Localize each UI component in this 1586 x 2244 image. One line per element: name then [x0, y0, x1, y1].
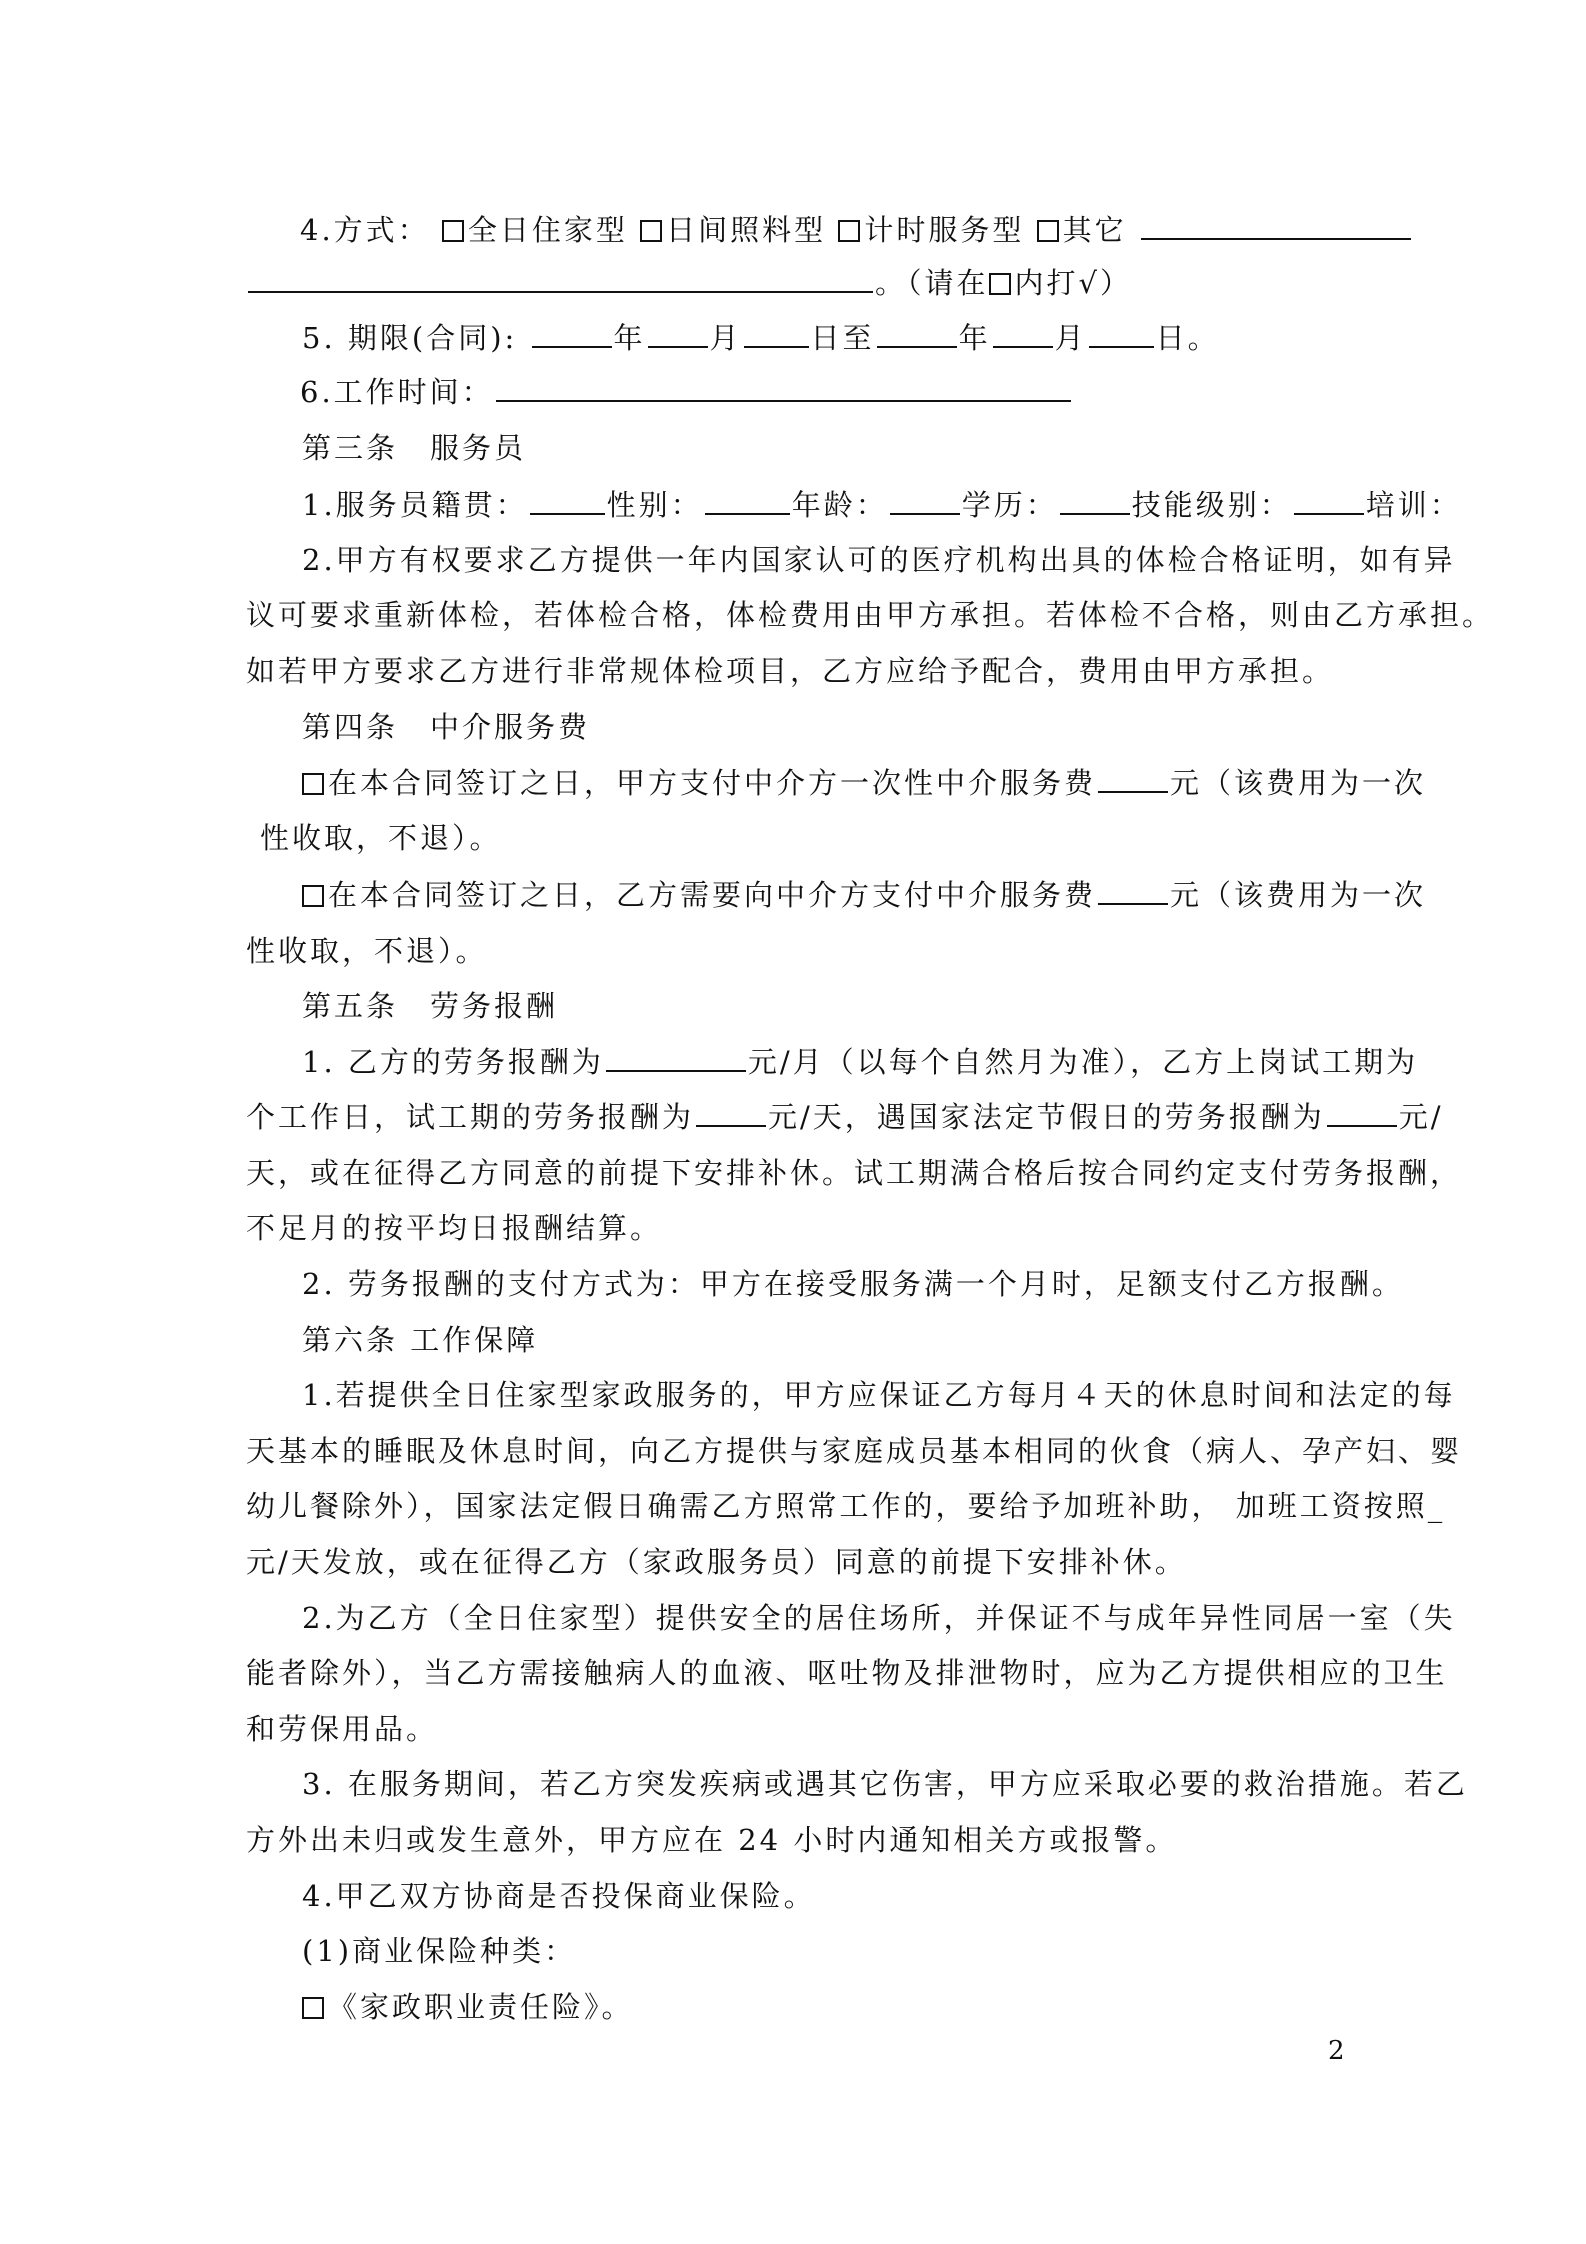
holiday-pay-blank[interactable]: [1327, 1097, 1397, 1127]
paragraph-line: 和劳保用品。: [246, 1712, 439, 1746]
end-day-blank[interactable]: [1089, 318, 1154, 348]
paragraph-line: 性收取，不退）。: [246, 934, 488, 968]
work-time-line: [300, 372, 1073, 412]
paragraph-text: 元/: [1398, 1100, 1444, 1134]
staff-info-line: [302, 485, 1462, 525]
fee-option-2-text-b: 元（该费用为一次: [1170, 878, 1427, 912]
checkbox-party-b-fee[interactable]: [302, 885, 324, 907]
paragraph-line: 2. 劳务报酬的支付方式为：甲方在接受服务满一个月时，足额支付乙方报酬。: [302, 1267, 1404, 1301]
option-other: 其它: [1062, 213, 1127, 247]
article-4-title: 第四条 中介服务费: [302, 710, 591, 744]
paragraph-line: 天基本的睡眠及休息时间，向乙方提供与家庭成员基本相同的伙食（病人、孕产妇、婴: [246, 1434, 1463, 1468]
end-year-blank[interactable]: [877, 318, 957, 348]
option-hourly: 计时服务型: [864, 213, 1025, 247]
fee-option-1-text: 在本合同签订之日，甲方支付中介方一次性中介服务费: [328, 766, 1097, 800]
checkbox-sample-icon: [989, 273, 1011, 295]
service-mode-line-2: [246, 263, 1132, 303]
training-label: 培训：: [1365, 488, 1462, 522]
day-to-label: 日至: [810, 321, 875, 355]
remuneration-line-2: [246, 1097, 1444, 1137]
tick-note-a: 。（请在: [875, 266, 989, 300]
checkbox-live-in[interactable]: [442, 220, 464, 242]
month-label: 月: [709, 321, 742, 355]
other-blank[interactable]: [1141, 210, 1411, 240]
skill-level-blank[interactable]: [1294, 485, 1364, 515]
fee-option-1: [302, 763, 1426, 803]
paragraph-text: 元/月（以每个自然月为准），乙方上岗试工期为: [747, 1045, 1419, 1079]
age-blank[interactable]: [890, 485, 960, 515]
paragraph-text: 个工作日，试工期的劳务报酬为: [246, 1100, 695, 1134]
paragraph-line: 2.甲方有权要求乙方提供一年内国家认可的医疗机构出具的体检合格证明，如有异: [302, 543, 1456, 577]
monthly-pay-blank[interactable]: [606, 1042, 746, 1072]
paragraph-line: 能者除外），当乙方需接触病人的血液、呕吐物及排泄物时，应为乙方提供相应的卫生: [246, 1656, 1448, 1690]
paragraph-line: 议可要求重新体检，若体检合格，体检费用由甲方承担。若体检不合格，则由乙方承担。: [246, 598, 1495, 632]
period-label: 5. 期限(合同):: [302, 321, 518, 355]
fee-option-1-text-b: 元（该费用为一次: [1170, 766, 1427, 800]
end-month-blank[interactable]: [993, 318, 1053, 348]
gender-blank[interactable]: [705, 485, 790, 515]
gender-label: 性别：: [606, 488, 703, 522]
month-label: 月: [1054, 321, 1087, 355]
article-5-title: 第五条 劳务报酬: [302, 989, 559, 1023]
paragraph-text: 1. 乙方的劳务报酬为: [302, 1045, 604, 1079]
option-live-in: 全日住家型: [467, 213, 628, 247]
age-label: 年龄：: [791, 488, 888, 522]
paragraph-line: 如若甲方要求乙方进行非常规体检项目，乙方应给予配合，费用由甲方承担。: [246, 654, 1335, 688]
article-6-title: 第六条 工作保障: [302, 1323, 539, 1357]
start-year-blank[interactable]: [532, 318, 612, 348]
checkbox-other[interactable]: [1037, 220, 1059, 242]
fee-amount-a-blank[interactable]: [1098, 763, 1168, 793]
insurance-option-text: 《家政职业责任险》。: [328, 1990, 634, 2024]
checkbox-liability-insurance[interactable]: [302, 1997, 324, 2019]
paragraph-line: 方外出未归或发生意外，甲方应在 24 小时内通知相关方或报警。: [246, 1823, 1178, 1857]
native-place-label: 1.服务员籍贯：: [302, 488, 528, 522]
start-month-blank[interactable]: [648, 318, 708, 348]
page-number: 2: [1328, 2036, 1345, 2066]
paragraph-text: 元/天，遇国家法定节假日的劳务报酬为: [768, 1100, 1325, 1134]
paragraph-line: 元/天发放，或在征得乙方（家政服务员）同意的前提下安排补休。: [246, 1545, 1187, 1579]
checkbox-hourly[interactable]: [838, 220, 860, 242]
remuneration-line-1: [302, 1042, 1418, 1082]
skill-level-label: 技能级别：: [1131, 488, 1292, 522]
year-label: 年: [958, 321, 991, 355]
trial-pay-blank[interactable]: [696, 1097, 766, 1127]
option-daytime-care: 日间照料型: [666, 213, 827, 247]
contract-period-line: [302, 318, 1220, 358]
native-place-blank[interactable]: [530, 485, 605, 515]
paragraph-line: 天，或在征得乙方同意的前提下安排补休。试工期满合格后按合同约定支付劳务报酬，: [246, 1156, 1463, 1190]
start-day-blank[interactable]: [744, 318, 809, 348]
paragraph-line: 2.为乙方（全日住家型）提供安全的居住场所，并保证不与成年异性同居一室（失: [302, 1601, 1456, 1635]
tick-note-b: 内打√）: [1014, 266, 1132, 300]
other-detail-blank[interactable]: [248, 263, 873, 293]
paragraph-line: 4.甲乙双方协商是否投保商业保险。: [302, 1879, 816, 1913]
paragraph-line: 幼儿餐除外），国家法定假日确需乙方照常工作的，要给予加班补助， 加班工资按照_: [246, 1489, 1446, 1523]
work-time-blank[interactable]: [496, 372, 1071, 402]
paragraph-line: 不足月的按平均日报酬结算。: [246, 1211, 663, 1245]
service-mode-label: 4.方式：: [300, 213, 430, 247]
paragraph-line: (1)商业保险种类：: [302, 1934, 577, 1968]
day-label: 日。: [1155, 321, 1220, 355]
paragraph-line: 性收取，不退）。: [260, 821, 502, 855]
fee-option-2: [302, 875, 1426, 915]
paragraph-line: 3. 在服务期间，若乙方突发疾病或遇其它伤害，甲方应采取必要的救治措施。若乙: [302, 1767, 1468, 1801]
paragraph-line: 1.若提供全日住家型家政服务的，甲方应保证乙方每月４天的休息时间和法定的每: [302, 1378, 1456, 1412]
insurance-option: [302, 1987, 634, 2027]
checkbox-daytime-care[interactable]: [640, 220, 662, 242]
year-label: 年: [613, 321, 646, 355]
service-mode-line: [300, 210, 1413, 250]
work-time-label: 6.工作时间：: [300, 375, 494, 409]
article-3-title: 第三条 服务员: [302, 431, 527, 465]
checkbox-party-a-fee[interactable]: [302, 773, 324, 795]
fee-option-2-text: 在本合同签订之日，乙方需要向中介方支付中介服务费: [328, 878, 1097, 912]
fee-amount-b-blank[interactable]: [1098, 875, 1168, 905]
education-blank[interactable]: [1060, 485, 1130, 515]
education-label: 学历：: [961, 488, 1058, 522]
